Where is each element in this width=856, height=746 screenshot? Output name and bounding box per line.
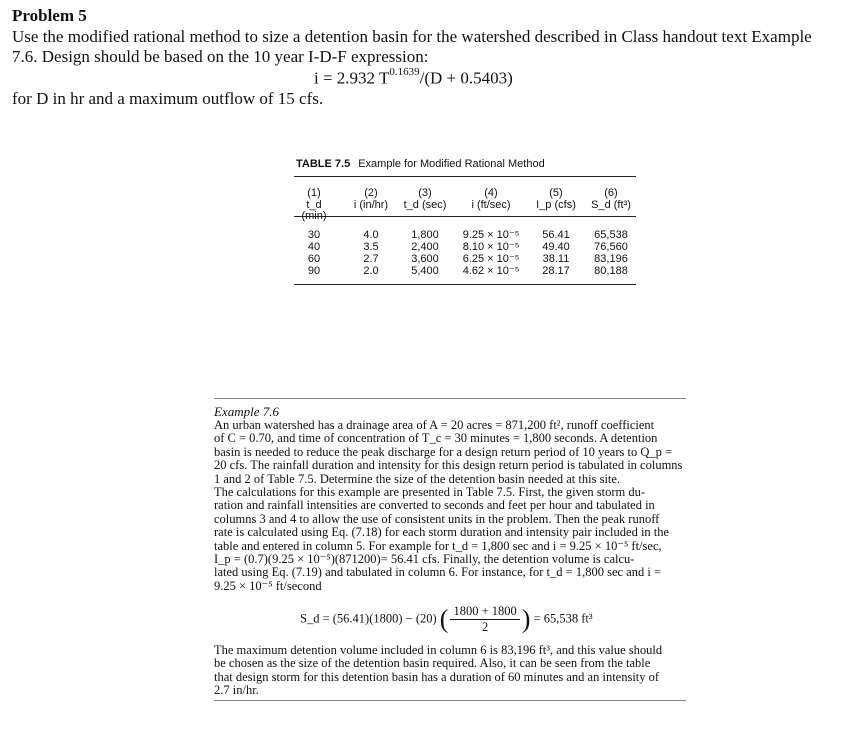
closing-line-2: be chosen as the size of the detention basin required. Also, it can be seen from the table bbox=[214, 656, 651, 671]
table-cell-r3-c3: 3,600 bbox=[411, 253, 439, 265]
column-header-6: S_d (ft³) bbox=[591, 199, 631, 211]
example-line-2: of C = 0.70, and time of concentration of T_c = 30 minutes = 1,800 seconds. A detention bbox=[214, 431, 658, 446]
equation-numerator: 1800 + 1800 bbox=[450, 604, 519, 620]
column-header-3: t_d (sec) bbox=[403, 199, 447, 211]
table-cell-r4-c1: 90 bbox=[307, 265, 321, 277]
table-cell-r4-c3: 5,400 bbox=[411, 265, 439, 277]
table-title bbox=[296, 158, 545, 170]
problem-text-line-1: Use the modified rational method to size a detention basin for the watershed described in Class handout text Example bbox=[12, 27, 812, 46]
table-cell-r4-c6: 80,188 bbox=[594, 265, 628, 277]
formula-exponent: 0.1639 bbox=[389, 66, 420, 78]
table-cell-r1-c3: 1,800 bbox=[411, 229, 439, 241]
closing-line-3: that design storm for this detention basin has a duration of 60 minutes and an intensity of bbox=[214, 669, 660, 684]
table-cell-r1-c6: 65,538 bbox=[594, 229, 628, 241]
example-line-8: columns 3 and 4 to allow the use of consistent units in the problem. Then the peak runoff bbox=[214, 511, 660, 526]
table-top-rule bbox=[294, 176, 636, 177]
column-number-6: (6) bbox=[604, 187, 618, 199]
table-cell-r1-c4: 9.25 × 10⁻⁵ bbox=[462, 229, 520, 241]
formula-tail: /(D + 0.5403) bbox=[419, 68, 513, 88]
table-cell-r3-c4: 6.25 × 10⁻⁵ bbox=[462, 253, 520, 265]
formula-main: i = 2.932 T bbox=[314, 68, 390, 88]
column-header-4: i (ft/sec) bbox=[471, 199, 511, 211]
example-bottom-rule bbox=[214, 700, 686, 701]
problem-text-line-2: 7.6. Design should be based on the 10 year I-D-F expression: bbox=[12, 47, 429, 66]
table-cell-r2-c2: 3.5 bbox=[363, 241, 379, 253]
table-cell-r2-c5: 49.40 bbox=[542, 241, 570, 253]
table-cell-r1-c1: 30 bbox=[307, 229, 321, 241]
table-caption: Example for Modified Rational Method bbox=[358, 158, 545, 170]
table-cell-r1-c5: 56.41 bbox=[542, 229, 570, 241]
example-line-6: The calculations for this example are presented in Table 7.5. First, the given storm du- bbox=[214, 485, 646, 499]
table-cell-r3-c5: 38.11 bbox=[542, 253, 570, 265]
column-number-3: (3) bbox=[418, 187, 432, 199]
example-title: Example 7.6 bbox=[214, 404, 279, 419]
closing-line-1: The maximum detention volume included in column 6 is 83,196 ft³, and this value should bbox=[214, 643, 663, 657]
example-line-4: 20 cfs. The rainfall duration and intensity for this design return period is tabulated in columns bbox=[214, 458, 683, 473]
table-cell-r3-c1: 60 bbox=[307, 253, 321, 265]
column-header-1: t_d (min) bbox=[301, 199, 327, 222]
table-cell-r2-c6: 76,560 bbox=[594, 241, 628, 253]
table-cell-r4-c4: 4.62 × 10⁻⁵ bbox=[462, 265, 520, 277]
example-line-7: ration and rainfall intensities are converted to seconds and feet per hour and tabulated in bbox=[214, 498, 655, 513]
column-header-5: I_p (cfs) bbox=[536, 199, 576, 211]
example-line-3: basin is needed to reduce the peak discharge for a design return period of 10 years to Q_p = bbox=[214, 444, 673, 459]
equation-left: S_d = (56.41)(1800) − (20) bbox=[300, 611, 437, 626]
table-cell-r2-c1: 40 bbox=[307, 241, 321, 253]
equation-right: = 65,538 ft³ bbox=[533, 611, 593, 626]
table-label: TABLE 7.5 bbox=[296, 158, 351, 170]
example-line-1: An urban watershed has a drainage area of A = 20 acres = 871,200 ft², runoff coefficient bbox=[214, 418, 655, 432]
example-line-12: lated using Eq. (7.19) and tabulated in column 6. For instance, for t_d = 1,800 sec and i = bbox=[214, 565, 661, 580]
example-line-11: I_p = (0.7)(9.25 × 10⁻⁵)(871200)= 56.41 cfs. Finally, the detention volume is calcu- bbox=[214, 552, 635, 566]
paren-open: ( bbox=[439, 604, 449, 634]
problem-title: Problem 5 bbox=[12, 6, 87, 25]
column-number-1: (1) bbox=[307, 187, 321, 199]
equation-fraction bbox=[450, 604, 519, 635]
detention-equation bbox=[300, 604, 593, 635]
column-number-5: (5) bbox=[549, 187, 563, 199]
closing-line-4: 2.7 in/hr. bbox=[214, 683, 259, 698]
column-number-4: (4) bbox=[484, 187, 498, 199]
equation-denominator: 2 bbox=[481, 620, 489, 634]
table-cell-r4-c5: 28.17 bbox=[542, 265, 570, 277]
example-line-5: 1 and 2 of Table 7.5. Determine the size of the detention basin needed at this site. bbox=[214, 471, 621, 486]
problem-text-line-3: for D in hr and a maximum outflow of 15 cfs. bbox=[12, 89, 324, 108]
table-header-rule bbox=[294, 216, 636, 217]
example-line-9: rate is calculated using Eq. (7.18) for each storm duration and intensity pair included in the bbox=[214, 525, 670, 540]
example-line-13: 9.25 × 10⁻⁵ ft/second bbox=[214, 578, 322, 593]
example-top-rule bbox=[214, 398, 686, 399]
table-cell-r3-c2: 2.7 bbox=[363, 253, 379, 265]
table-cell-r2-c3: 2,400 bbox=[411, 241, 439, 253]
paren-close: ) bbox=[521, 604, 531, 634]
idf-formula bbox=[314, 68, 513, 89]
table-cell-r2-c4: 8.10 × 10⁻⁵ bbox=[462, 241, 520, 253]
table-cell-r1-c2: 4.0 bbox=[363, 229, 379, 241]
table-cell-r3-c6: 83,196 bbox=[594, 253, 628, 265]
column-header-2: i (in/hr) bbox=[353, 199, 389, 211]
example-line-10: table and entered in column 5. For example for t_d = 1,800 sec and i = 9.25 × 10⁻⁵ ft/sec, bbox=[214, 538, 662, 553]
column-number-2: (2) bbox=[364, 187, 378, 199]
table-bottom-rule bbox=[294, 284, 636, 285]
table-cell-r4-c2: 2.0 bbox=[363, 265, 379, 277]
